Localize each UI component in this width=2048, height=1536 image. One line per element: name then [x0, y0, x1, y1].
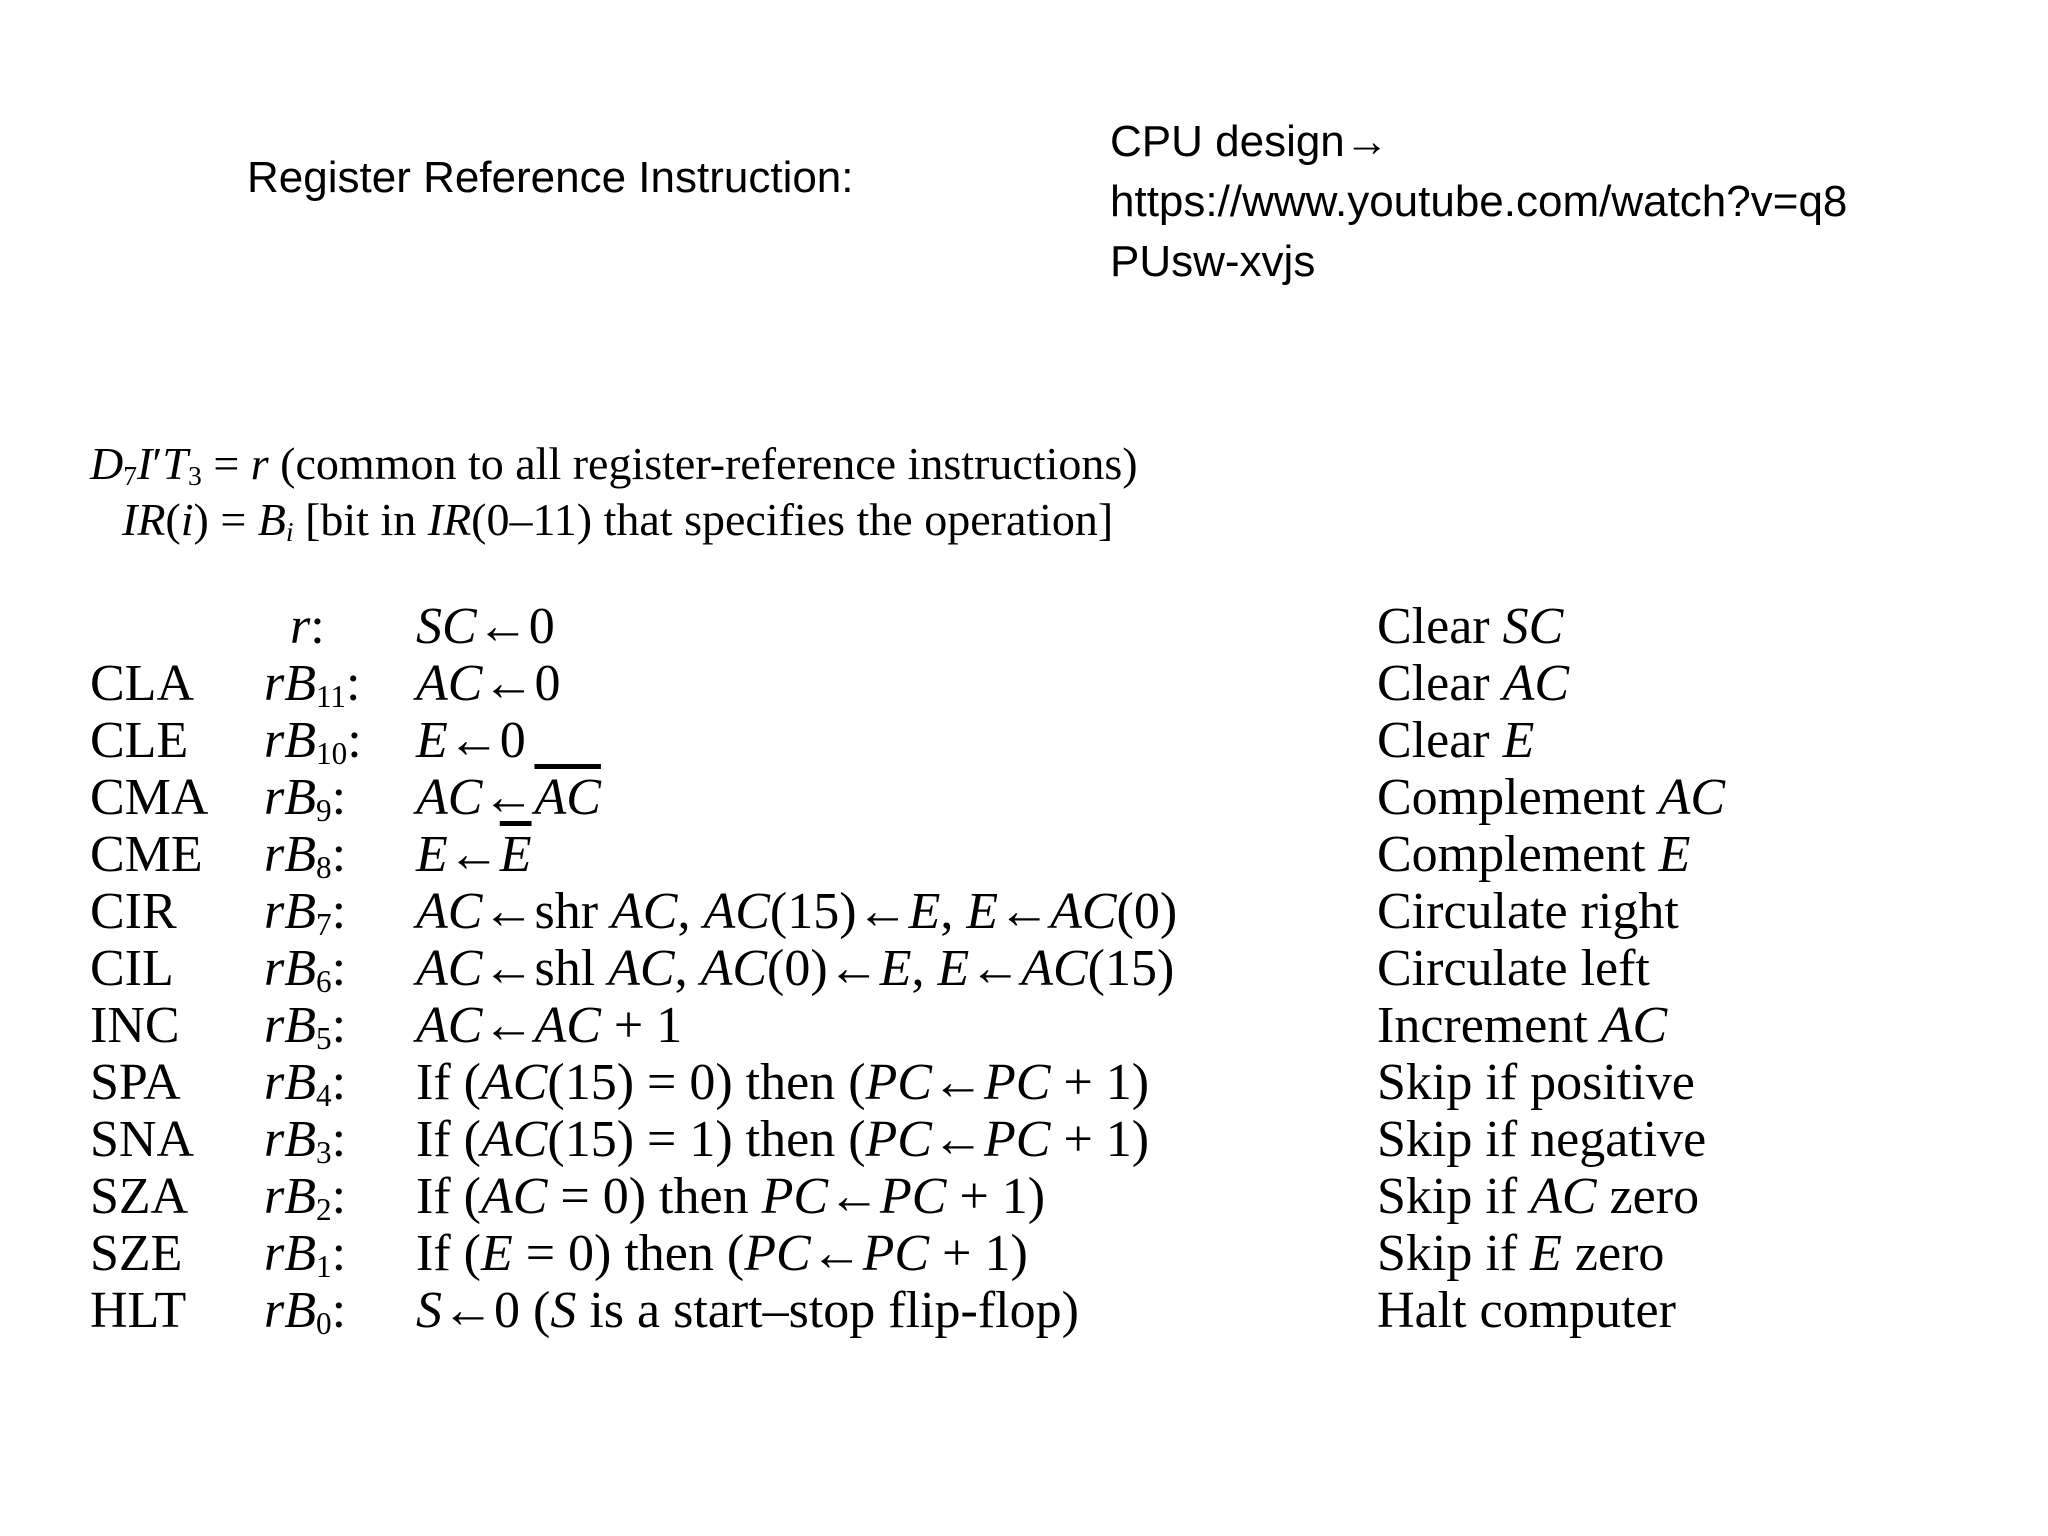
cpu-design-reference	[1110, 112, 1847, 292]
instruction-description: Circulate left	[1377, 940, 1650, 997]
instruction-description: Complement E	[1377, 826, 1691, 883]
control-condition: $rB_6$:	[264, 940, 347, 999]
micro-operation: $AC\leftarrow\overline{AC}$	[416, 769, 601, 826]
instruction-name: CLA	[90, 655, 194, 712]
control-condition: $rB_3$:	[264, 1111, 347, 1170]
instruction-name: SPA	[90, 1054, 181, 1111]
control-condition: r:	[290, 598, 325, 655]
micro-operation: AC←0	[416, 655, 561, 712]
instruction-description: Halt computer	[1377, 1282, 1676, 1339]
instruction-description: Skip if E zero	[1377, 1225, 1665, 1282]
control-condition: $rB_9$:	[264, 769, 347, 828]
micro-operation: AC←shl AC, AC(0)←E, E←AC(15)	[416, 940, 1175, 997]
control-condition: $rB_0$:	[264, 1282, 347, 1341]
link-caption: CPU design→	[1110, 117, 1389, 166]
micro-operation: If (AC(15) = 1) then (PC←PC + 1)	[416, 1111, 1150, 1168]
instruction-description: Clear AC	[1377, 655, 1570, 712]
control-condition: $rB_7$:	[264, 883, 347, 942]
micro-operation: S←0 (S is a start–stop flip-flop)	[416, 1282, 1079, 1339]
micro-operation: SC←0	[416, 598, 555, 655]
instruction-name: CMA	[90, 769, 209, 826]
micro-operation: $E\leftarrow\overline{E}$	[416, 826, 532, 883]
instruction-description: Skip if positive	[1377, 1054, 1695, 1111]
instruction-name: INC	[90, 997, 180, 1054]
instruction-name: HLT	[90, 1282, 187, 1339]
instruction-description: Circulate right	[1377, 883, 1679, 940]
control-condition: $rB_{11}$:	[264, 655, 361, 714]
micro-operation: If (E = 0) then (PC←PC + 1)	[416, 1225, 1028, 1282]
micro-operation: If (AC(15) = 0) then (PC←PC + 1)	[416, 1054, 1150, 1111]
definition-header	[90, 436, 1138, 548]
youtube-link-part-1[interactable]: https://www.youtube.com/watch?v=q8	[1110, 177, 1848, 226]
micro-operation: E←0	[416, 712, 526, 769]
instruction-name: CME	[90, 826, 203, 883]
instruction-name: CLE	[90, 712, 189, 769]
instruction-name: SZA	[90, 1168, 189, 1225]
control-condition: $rB_2$:	[264, 1168, 347, 1227]
youtube-link-continued[interactable]: PUsw-xvjs	[1110, 237, 1316, 286]
instruction-name: SNA	[90, 1111, 195, 1168]
control-condition: $rB_{10}$:	[264, 712, 362, 771]
instruction-description: Skip if AC zero	[1377, 1168, 1700, 1225]
micro-operation: If (AC = 0) then PC←PC + 1)	[416, 1168, 1046, 1225]
micro-operation: AC←shr AC, AC(15)←E, E←AC(0)	[416, 883, 1178, 940]
definition-line-1: $D_7I'T_3 = r$ (common to all register-reference instructions)	[90, 438, 1138, 492]
control-condition: $rB_8$:	[264, 826, 347, 885]
instruction-description: Complement AC	[1377, 769, 1726, 826]
instruction-name: CIL	[90, 940, 174, 997]
youtube-link[interactable]	[1110, 172, 1847, 232]
instruction-description: Clear SC	[1377, 598, 1564, 655]
instruction-name: SZE	[90, 1225, 183, 1282]
instruction-description: Clear E	[1377, 712, 1535, 769]
instruction-description: Skip if negative	[1377, 1111, 1707, 1168]
micro-operation: AC←AC + 1	[416, 997, 683, 1054]
slide-title: Register Reference Instruction:	[247, 153, 854, 202]
instruction-name: CIR	[90, 883, 177, 940]
definition-line-2: $IR(i) = B_i$ [bit in IR(0–11) that specifies the operation]	[122, 494, 1114, 548]
control-condition: $rB_5$:	[264, 997, 347, 1056]
control-condition: $rB_4$:	[264, 1054, 347, 1113]
control-condition: $rB_1$:	[264, 1225, 347, 1284]
instruction-description: Increment AC	[1377, 997, 1668, 1054]
